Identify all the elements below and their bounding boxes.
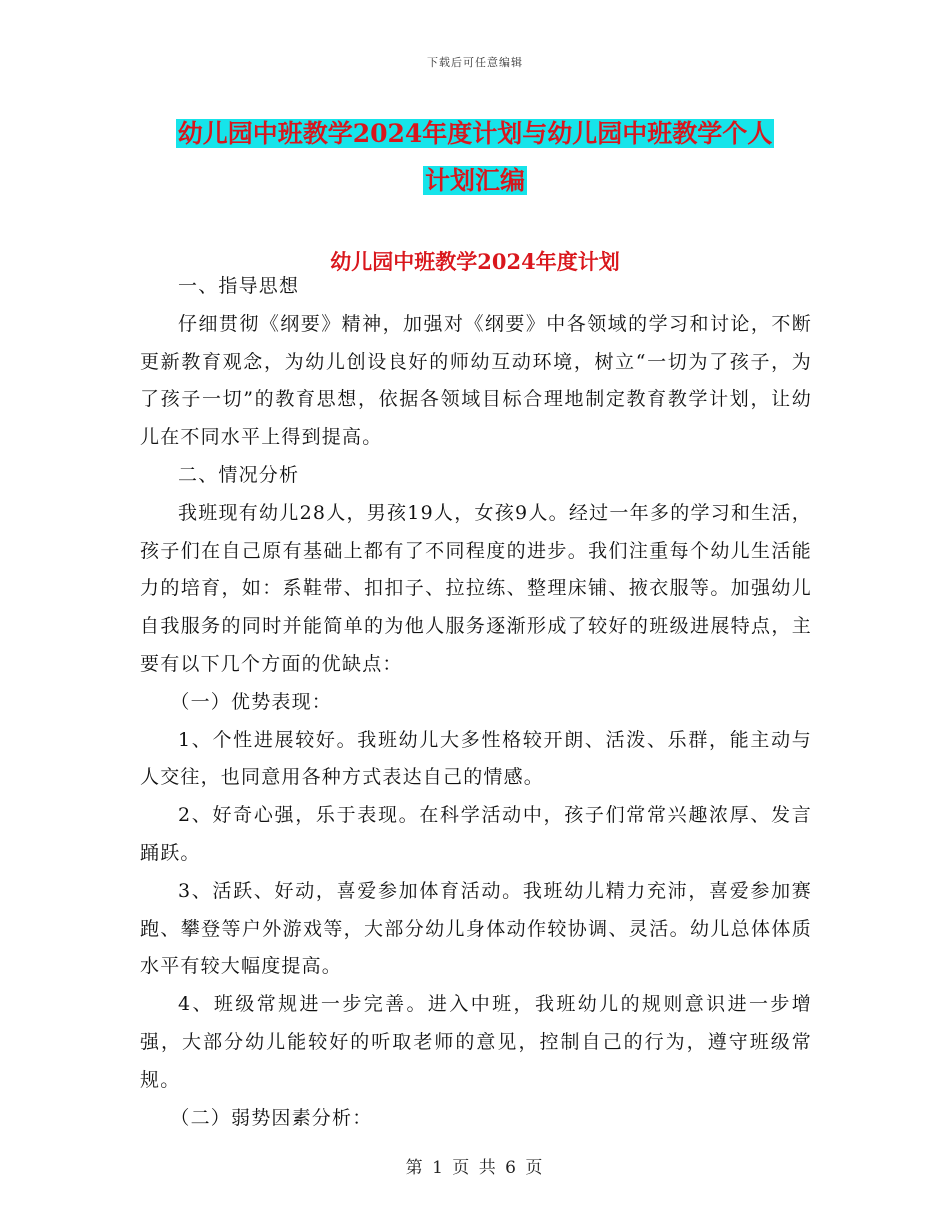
subheading-weaknesses: （二）弱势因素分析： [170, 1106, 373, 1129]
subheading-strengths: （一）优势表现： [170, 690, 332, 713]
paragraph: 我班现有幼儿28人，男孩19人，女孩9人。经过一年多的学习和生活，孩子们在自己原有基础上都有了不同程度的进步。我们注重每个幼儿生活能力的培育，如：系鞋带、扣扣子、拉拉练、整理床铺、掖衣服等。加强幼儿自我服务的同时并能简单的为他人服务逐渐形成了较好的班级进展特点，主要有以下几个方面的优缺点： [140, 501, 812, 675]
document-title-line-2: 计划汇编 [424, 166, 525, 195]
list-item: 4、班级常规进一步完善。进入中班，我班幼儿的规则意识进一步增强，大部分幼儿能较好的听取老师的意见，控制自己的行为，遵守班级常规。 [140, 993, 812, 1091]
list-item: 3、活跃、好动，喜爱参加体育活动。我班幼儿精力充沛，喜爱参加赛跑、攀登等户外游戏等，大部分幼儿身体动作较协调、灵活。幼儿总体体质水平有较大幅度提高。 [140, 879, 812, 978]
heading-guiding-ideology: 一、指导思想 [178, 275, 300, 297]
document-title-line-1: 幼儿园中班教学2024年度计划与幼儿园中班教学个人 [177, 119, 773, 148]
heading-situation-analysis: 二、情况分析 [178, 463, 300, 486]
document-body [140, 268, 812, 1137]
list-item: 2、好奇心强，乐于表现。在科学活动中，孩子们常常兴趣浓厚、发言踊跃。 [140, 804, 812, 864]
page-footer: 第 1 页 共 6 页 [405, 1158, 545, 1178]
header-note: 下载后可任意编辑 [427, 56, 523, 69]
list-item: 1、个性进展较好。我班幼儿大多性格较开朗、活泼、乐群，能主动与人交往，也同意用各种方式表达自己的情感。 [140, 728, 812, 789]
section-title: 幼儿园中班教学2024年度计划 [330, 249, 620, 274]
paragraph: 仔细贯彻《纲要》精神，加强对《纲要》中各领域的学习和讨论，不断更新教育观念，为幼儿创设良好的师幼互动环境，树立“一切为了孩子，为了孩子一切”的教育思想，依据各领域目标合理地制定教育教学计划，让幼儿在不同水平上得到提高。 [140, 312, 812, 449]
document-title [0, 110, 950, 204]
